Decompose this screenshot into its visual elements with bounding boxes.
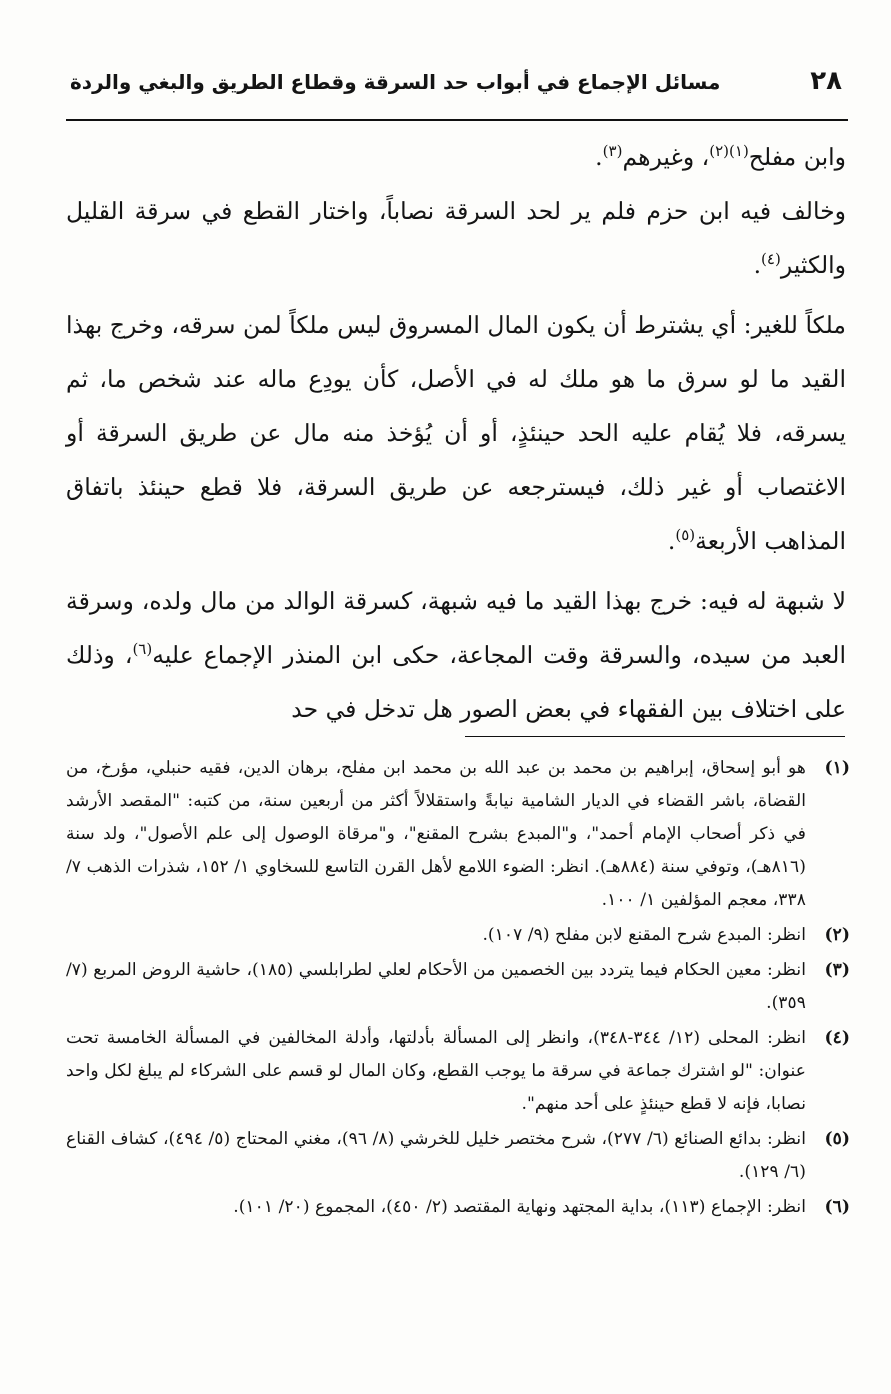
footnote-ref-4[interactable]: (٤) — [761, 250, 781, 269]
footnote-text: انظر: معين الحكام فيما يتردد بين الخصمين من الأحكام لعلي لطرابلسي (١٨٥)، حاشية الروض المربع (٧/ ٣٥٩). — [66, 960, 806, 1013]
text-run: أي يشترط أن يكون المال المسروق ليس ملكاً لمن سرقه، وخرج بهذا القيد ما لو سرق ما هو ملك له في الأصل، كأن يودِع ماله عند شخص ما، ثم يسرقه، فلا يُقام عليه الحد حينئذٍ، أو أن يُؤخذ منه مال عن طريق السرقة أو الاغتصاب أو غير ذلك، فيسترجعه عن طريق السرقة، فلا قطع حينئذ باتفاق المذاهب الأربعة — [66, 311, 846, 555]
footnote-2 — [66, 919, 850, 952]
footnote-number: (٣) — [824, 960, 850, 980]
text-run: . — [667, 527, 676, 555]
footnotes — [66, 752, 850, 1226]
footnote-text: انظر: الإجماع (١١٣)، بداية المجتهد ونهاية المقتصد (٢/ ٤٥٠)، المجموع (٢٠/ ١٠١). — [233, 1197, 806, 1217]
footnote-4 — [66, 1022, 850, 1121]
paragraph-3 — [66, 298, 846, 568]
footnote-text: هو أبو إسحاق، إبراهيم بن محمد بن عبد الله بن محمد ابن مفلح، برهان الدين، فقيه حنبلي، مؤرخ، من القضاة، باشر القضاء في الديار الشامية نيابةً واستقلالاً أكثر من أربعين سنة، من كتبه: "المقصد الأرشد في ذكر أصحاب الإمام أحمد"، و"المبدع بشرح المقنع"، و"مرقاة الوصول إلى علم الأصول"، ولد سنة (٨١٦هـ)، وتوفي سنة (٨٨٤هـ). انظر: الضوء اللامع لأهل القرن التاسع للسخاوي ١/ ١٥٢، شذرات الذهب ٧/ ٣٣٨، معجم المؤلفين ١/ ١٠٠. — [66, 758, 806, 910]
footnote-number: (٦) — [824, 1197, 850, 1217]
header-rule — [66, 119, 848, 121]
footnote-number: (٢) — [824, 925, 850, 945]
defined-term: لا شبهة له فيه: — [700, 587, 846, 615]
text-run: ، وغيرهم — [622, 143, 710, 171]
footnote-text: انظر: بدائع الصنائع (٦/ ٢٧٧)، شرح مختصر خليل للخرشي (٨/ ٩٦)، مغني المحتاج (٥/ ٤٩٤)، كشاف القناع (٦/ ١٢٩). — [66, 1129, 806, 1182]
footnote-separator — [465, 736, 845, 737]
paragraph-2 — [66, 184, 846, 292]
paragraph-1 — [66, 130, 846, 184]
footnote-number: (٤) — [824, 1028, 850, 1048]
text-run: وابن مفلح — [748, 143, 846, 171]
footnote-text: انظر: المحلى (١٢/ ٣٤٤-٣٤٨)، وانظر إلى المسألة بأدلتها، وأدلة المخالفين في المسألة الخامسة تحت عنوان: "لو اشترك جماعة في سرقة ما يوجب القطع، وكان المال لو قسم على الشركاء لم يبلغ لكل واحد نصابا، فإنه لا قطع حينئذٍ على أحد منهم". — [66, 1028, 807, 1114]
footnote-1 — [66, 752, 850, 917]
text-run: وخالف فيه ابن حزم فلم ير لحد السرقة نصاباً، واختار القطع في سرقة القليل والكثير — [66, 197, 846, 279]
paragraph-4 — [66, 574, 846, 736]
footnote-3 — [66, 954, 850, 1020]
text-run: . — [595, 143, 603, 171]
footnote-number: (٥) — [824, 1129, 850, 1149]
footnote-number: (١) — [824, 758, 850, 778]
footnote-ref-6[interactable]: (٦) — [132, 640, 153, 659]
footnote-ref-5[interactable]: (٥) — [675, 526, 696, 545]
main-text — [66, 130, 846, 736]
text-run: خرج بهذا القيد ما فيه شبهة، كسرقة الوالد من مال ولده، وسرقة العبد من سيده، والسرقة وقت المجاعة، حكى ابن المنذر الإجماع عليه — [66, 587, 846, 669]
footnote-text: انظر: المبدع شرح المقنع لابن مفلح (٩/ ١٠٧). — [482, 925, 806, 945]
text-run: . — [753, 251, 762, 279]
page-header — [66, 66, 846, 110]
running-title: مسائل الإجماع في أبواب حد السرقة وقطاع الطريق والبغي والردة — [70, 70, 721, 94]
text-run: ، وذلك على اختلاف بين الفقهاء في بعض الصور هل تدخل في حد — [66, 641, 846, 723]
page-number: ٢٨ — [810, 66, 842, 96]
footnote-5 — [66, 1123, 850, 1189]
footnote-ref-3[interactable]: (٣) — [602, 142, 623, 161]
footnote-ref-1[interactable]: (١) — [729, 142, 749, 161]
footnote-6 — [66, 1191, 850, 1224]
footnote-ref-2[interactable]: (٢) — [709, 142, 730, 161]
defined-term: ملكاً للغير: — [743, 311, 846, 339]
